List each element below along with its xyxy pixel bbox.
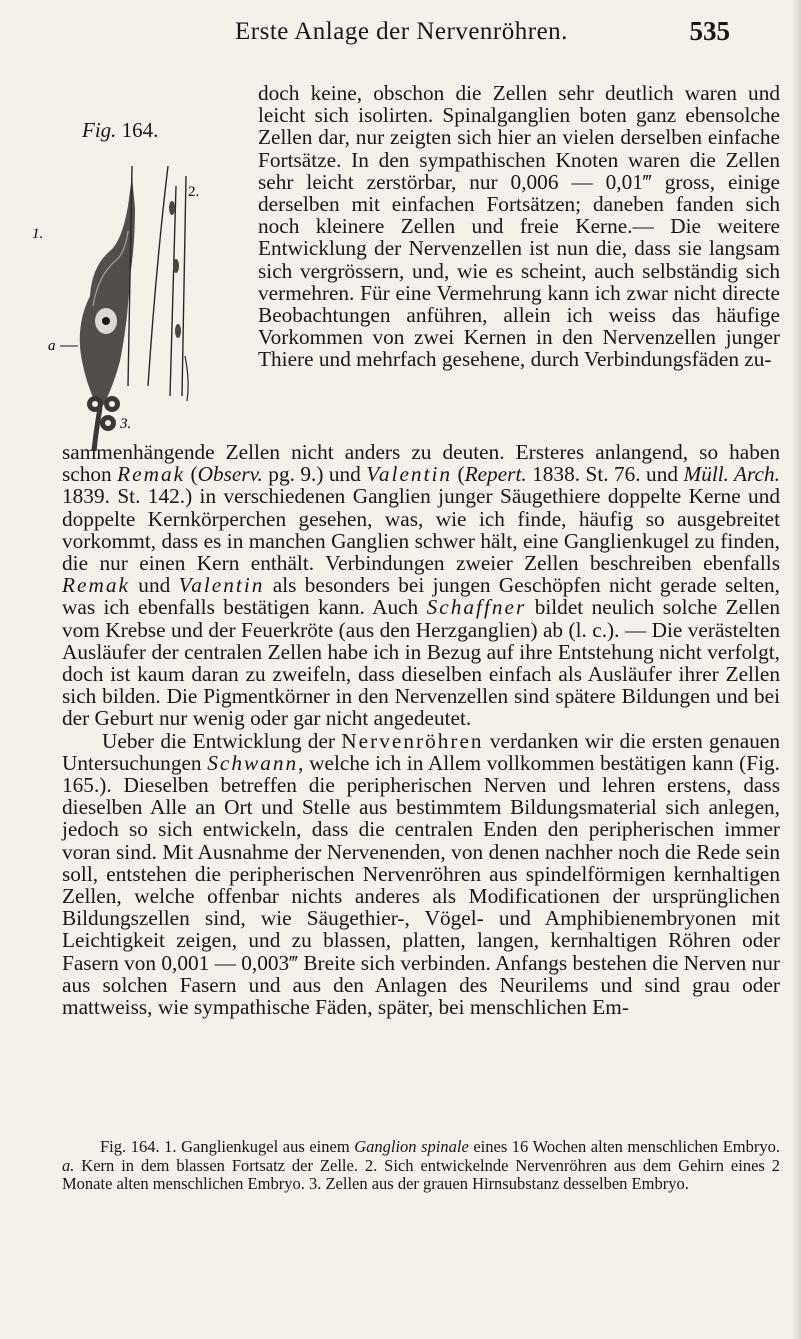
text-span: Kern in dem blassen Fortsatz der Zelle. 2. Sich entwickelnde Nervenröhren aus dem Gehirn eines 2 Monate alten menschlichen Embryo. 3. Zellen aus der grauen Hirnsubstanz desselben Embryo.: [62, 1155, 780, 1193]
figure-label-number: 164.: [121, 118, 159, 142]
text-span: (: [452, 462, 465, 487]
caption-italic: a.: [62, 1155, 75, 1175]
caption-italic: Ganglion spinale: [354, 1137, 469, 1156]
text-span: bildet neulich solche Zellen vom Krebse und der Feuerkröte (aus den Herzganglien) ab (l. c.). — Die verästelten Ausläufer der centralen Zellen habe ich in Bezug auf ihre Entstehung nicht verfolgt, doch ist kaum daran zu zweifeln, dass dieselben einfach als Ausläufer ihrer Zellen sich bilden. Die Pigmentkörner in den Nervenzellen sind spätere Bildungen und bei der Geburt nur wenig oder gar nicht angedeutet.: [62, 595, 780, 731]
figure-illustration: [20, 146, 260, 456]
figure-wrapped-text: doch keine, obschon die Zellen sehr deutlich waren und leicht sich isolirten. Spinalganglien boten ganz ebensolche Zellen dar, nur zeigten sich hier an vielen derselben einfache Fortsätze. In den sympathischen Knoten waren die Zellen sehr leicht zerstörbar, nur 0,006 — 0,01‴ gross, einige derselben mit einfachen Fortsätzen; daneben fanden sich noch kleinere Zellen und freie Kerne.— Die weitere Entwicklung der Nervenzellen ist nun die, dass sie langsam sich vergrössern, und, wie es scheint, auch selbständig sich vermehren. Für eine Vermehrung kann ich zwar nicht directe Beobachtungen anführen, allein ich weiss das häufige Vorkommen von zwei Kernen in den Nervenzellen junger Thiere und mehrfach gesehene, durch Verbindungsfäden zu-: [258, 81, 780, 372]
author-remak: Remak: [62, 573, 130, 598]
reference-italic: Repert.: [464, 462, 527, 487]
text-span: verdanken wir die ersten genauen Untersuchungen: [62, 728, 780, 775]
page-edge-shadow: [791, 0, 801, 1339]
figure-caption: [62, 1138, 780, 1194]
text-span: Ueber die Entwicklung der: [102, 728, 342, 753]
paragraph-1: [62, 441, 780, 730]
figure-label-three: 3.: [120, 416, 132, 432]
nerve-fibres-drawing: [128, 166, 188, 401]
running-head-title: Erste Anlage der Nervenröhren.: [235, 18, 568, 45]
paragraph-2: [62, 730, 780, 1019]
figure-label-prefix: Fig.: [82, 118, 117, 142]
author-remak: Remak: [117, 462, 186, 487]
running-head: [60, 14, 740, 54]
text-span: pg. 9.) und: [262, 462, 367, 487]
text-span: 1838. St. 76. und: [526, 462, 684, 487]
author-schaffner: Schaffner: [426, 595, 527, 620]
page-number: 535: [689, 16, 730, 46]
term-nervenroehren: Nervenröhren: [341, 728, 484, 753]
text-span: , welche ich in Allem vollkommen bestätigen kann (Fig. 165.). Dieselben betreffen die peripherischen Nerven und lehren erstens, dass dieselben Alle an Ort und Stelle aus bestimmtem Bildungsmaterial sich anlegen, jedoch so sich entwickeln, dass die centralen Enden den peripherischen immer voran sind. Mit Ausnahme der Nervenenden, von denen nachher noch die Rede sein soll, entstehen die peripherischen Nervenröhren aus spindelförmigen kernhaltigen Zellen, welche offenbar nichts anderes als Modificationen der ursprünglichen Bildungszellen sind, wie Säugethier-, Vögel- und Amphibienembryonen mit Leichtigkeit zeigen, und zu blassen, platten, langen, kernhaltigen Röhren oder Fasern von 0,001 — 0,003‴ Breite sich verbinden. Anfangs bestehen die Nerven nur aus solchen Fasern und aus den Anlagen des Neurilems und sind grau oder mattweiss, wie sympathische Fäden, später, bei menschlichen Em-: [62, 750, 781, 1020]
text-span: sammenhängende Zellen nicht anders zu deuten. Ersteres anlangend, so haben schon: [62, 440, 780, 487]
figure-label: [82, 118, 158, 143]
reference-italic: Observ.: [197, 462, 263, 487]
figure-label-two: 2.: [188, 184, 200, 200]
main-text: [62, 441, 780, 1018]
figure-164: [20, 96, 260, 456]
text-span: Fig. 164. 1. Ganglienkugel aus einem: [100, 1137, 355, 1156]
author-valentin: Valentin: [178, 573, 265, 598]
text-span: (: [185, 462, 198, 487]
author-valentin: Valentin: [366, 462, 453, 487]
figure-label-a: a: [48, 338, 56, 354]
text-span: als besonders bei jungen Geschöpfen nicht gerade selten, was ich ebenfalls bestätigen kann. Auch: [62, 573, 780, 620]
reference-italic: Müll. Arch.: [683, 462, 780, 487]
text-span: 1839. St. 142.) in verschiedenen Ganglien junger Säugethiere doppelte Kerne und doppelte Kernkörperchen gesehen, was, wie ich finde, häufig so ausgebreitet vorkommt, dass es in manchen Ganglien schwer hält, eine Ganglienkugel zu finden, die nur einen Kern enthält. Verbindungen zweier Zellen beschreiben ebenfalls: [62, 484, 780, 576]
figure-label-one: 1.: [32, 226, 44, 242]
text-span: eines 16 Wochen alten menschlichen Embryo.: [468, 1137, 780, 1156]
text-span: und: [129, 573, 179, 598]
author-schwann: Schwann: [207, 750, 299, 775]
